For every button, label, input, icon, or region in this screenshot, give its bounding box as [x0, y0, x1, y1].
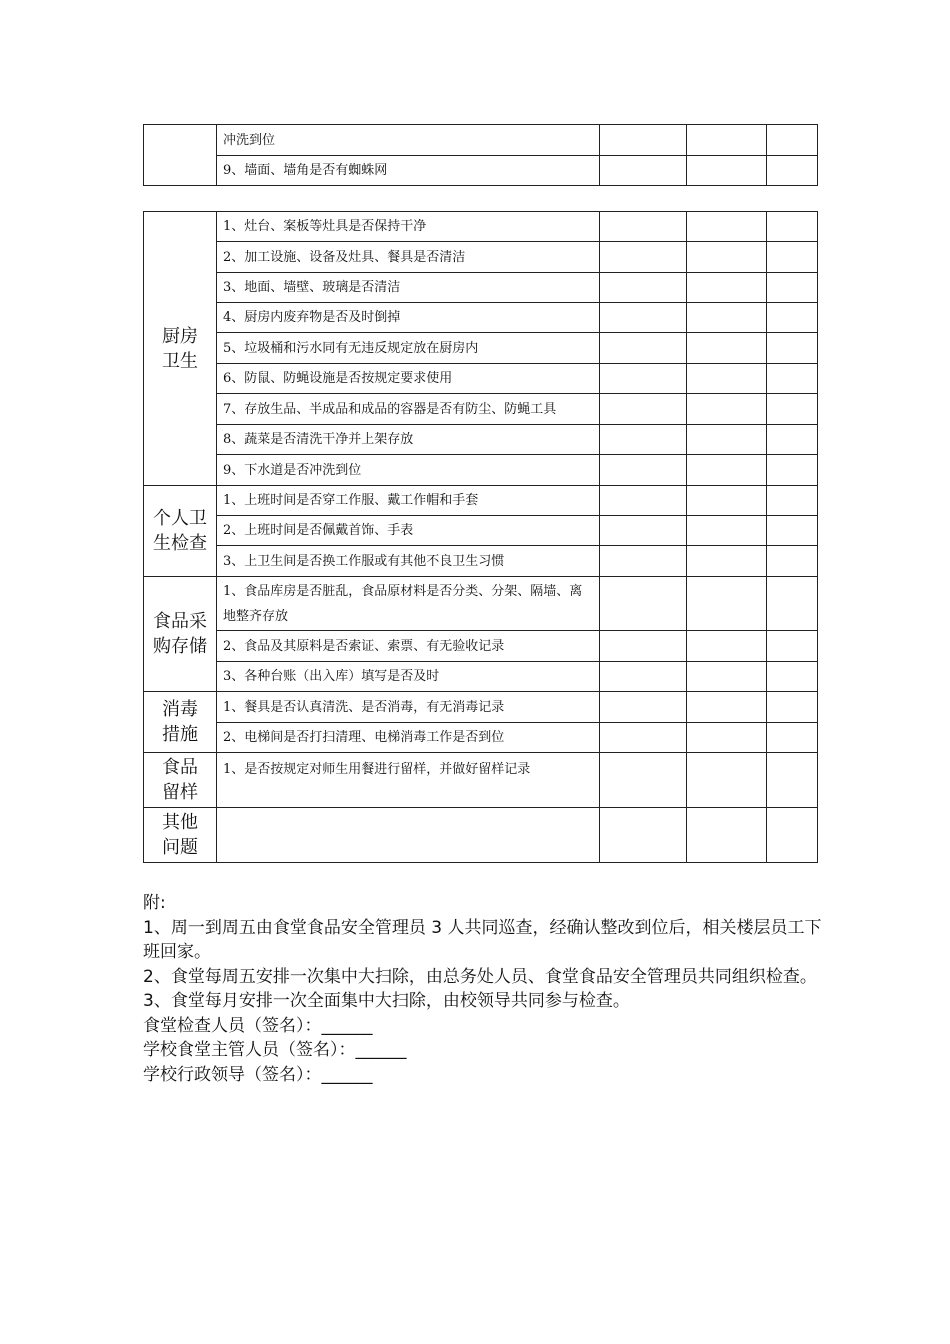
result-cell[interactable] [767, 631, 818, 662]
item-cell: 2、食品及其原料是否索证、索票、有无验收记录 [217, 631, 600, 662]
result-cell[interactable] [767, 156, 818, 186]
result-cell[interactable] [600, 577, 687, 631]
result-cell[interactable] [600, 333, 687, 364]
item-cell: 1、灶台、案板等灶具是否保持干净 [217, 212, 600, 242]
note-line: 1、周一到周五由食堂食品安全管理员 3 人共同巡查，经确认整改到位后，相关楼层员工下班回家。 [143, 917, 822, 962]
category-food-sample [144, 753, 217, 808]
result-cell[interactable] [600, 631, 687, 662]
result-cell[interactable] [767, 303, 818, 333]
item-cell: 4、厨房内废弃物是否及时倒掉 [217, 303, 600, 333]
result-cell[interactable] [600, 156, 687, 186]
notes-heading: 附: [143, 893, 166, 913]
result-cell[interactable] [687, 486, 767, 516]
inspection-table [143, 211, 818, 863]
result-cell[interactable] [600, 212, 687, 242]
result-cell[interactable] [687, 546, 767, 577]
category-label: 厨房 卫生 [162, 325, 198, 372]
result-cell[interactable] [600, 455, 687, 486]
result-cell[interactable] [767, 212, 818, 242]
result-cell[interactable] [767, 546, 818, 577]
category-food-storage [144, 577, 217, 692]
result-cell[interactable] [687, 808, 767, 863]
result-cell[interactable] [767, 425, 818, 455]
result-cell[interactable] [600, 808, 687, 863]
result-cell[interactable] [687, 753, 767, 808]
item-cell: 9、墙面、墙角是否有蜘蛛网 [217, 156, 600, 186]
category-kitchen-hygiene [144, 212, 217, 486]
result-cell[interactable] [687, 425, 767, 455]
result-cell[interactable] [767, 692, 818, 723]
result-cell[interactable] [600, 662, 687, 692]
result-cell[interactable] [600, 753, 687, 808]
result-cell[interactable] [687, 577, 767, 631]
category-label: 食品采 购存储 [153, 611, 207, 657]
result-cell[interactable] [687, 156, 767, 186]
result-cell[interactable] [687, 212, 767, 242]
item-cell: 2、上班时间是否佩戴首饰、手表 [217, 516, 600, 546]
item-cell-empty[interactable] [217, 808, 600, 863]
result-cell[interactable] [687, 125, 767, 156]
result-cell[interactable] [600, 692, 687, 723]
result-cell[interactable] [600, 242, 687, 273]
result-cell[interactable] [600, 364, 687, 394]
signature-line-admin: 学校行政领导（签名）：______ [143, 1064, 373, 1085]
item-cell: 8、蔬菜是否清洗干净并上架存放 [217, 425, 600, 455]
item-cell: 5、垃圾桶和污水同有无违反规定放在厨房内 [217, 333, 600, 364]
category-cell-empty [144, 125, 217, 186]
result-cell[interactable] [687, 333, 767, 364]
result-cell[interactable] [767, 455, 818, 486]
note-line: 2、食堂每周五安排一次集中大扫除，由总务处人员、食堂食品安全管理员共同组织检查。 [143, 966, 817, 987]
result-cell[interactable] [687, 394, 767, 425]
result-cell[interactable] [767, 364, 818, 394]
result-cell[interactable] [767, 516, 818, 546]
result-cell[interactable] [767, 808, 818, 863]
item-cell: 1、上班时间是否穿工作服、戴工作帽和手套 [217, 486, 600, 516]
category-label: 食品 留样 [162, 757, 198, 803]
category-other [144, 808, 217, 863]
category-label: 其他 问题 [162, 812, 198, 858]
result-cell[interactable] [767, 125, 818, 156]
item-cell: 6、防鼠、防蝇设施是否按规定要求使用 [217, 364, 600, 394]
result-cell[interactable] [687, 723, 767, 753]
result-cell[interactable] [767, 486, 818, 516]
result-cell[interactable] [687, 692, 767, 723]
item-cell: 1、食品库房是否脏乱，食品原材料是否分类、分架、隔墙、离地整齐存放 [217, 577, 600, 631]
item-cell: 3、上卫生间是否换工作服或有其他不良卫生习惯 [217, 546, 600, 577]
result-cell[interactable] [767, 753, 818, 808]
result-cell[interactable] [687, 516, 767, 546]
signature-line-inspector: 食堂检查人员（签名）：______ [143, 1015, 373, 1036]
item-cell: 2、电梯间是否打扫清理、电梯消毒工作是否到位 [217, 723, 600, 753]
result-cell[interactable] [767, 242, 818, 273]
category-disinfection [144, 692, 217, 753]
item-cell: 2、加工设施、设备及灶具、餐具是否清洁 [217, 242, 600, 273]
result-cell[interactable] [600, 425, 687, 455]
item-cell: 冲洗到位 [217, 125, 600, 156]
item-cell: 3、各种台账（出入库）填写是否及时 [217, 662, 600, 692]
result-cell[interactable] [767, 273, 818, 303]
inspection-table-continued [143, 124, 818, 186]
result-cell[interactable] [600, 394, 687, 425]
result-cell[interactable] [687, 242, 767, 273]
notes-section [143, 891, 823, 1087]
result-cell[interactable] [600, 546, 687, 577]
result-cell[interactable] [687, 662, 767, 692]
category-label: 个人卫 生检查 [153, 508, 207, 554]
signature-line-supervisor: 学校食堂主管人员（签名）：______ [143, 1040, 407, 1060]
category-label: 消毒 措施 [162, 699, 198, 745]
result-cell[interactable] [600, 125, 687, 156]
result-cell[interactable] [767, 394, 818, 425]
result-cell[interactable] [687, 303, 767, 333]
result-cell[interactable] [687, 364, 767, 394]
result-cell[interactable] [767, 723, 818, 753]
item-cell: 7、存放生品、半成品和成品的容器是否有防尘、防蝇工具 [217, 394, 600, 425]
result-cell[interactable] [600, 486, 687, 516]
result-cell[interactable] [687, 455, 767, 486]
result-cell[interactable] [687, 631, 767, 662]
result-cell[interactable] [767, 662, 818, 692]
category-personal-hygiene [144, 486, 217, 577]
result-cell[interactable] [767, 333, 818, 364]
item-cell: 3、地面、墙壁、玻璃是否清洁 [217, 273, 600, 303]
item-cell: 1、餐具是否认真清洗、是否消毒，有无消毒记录 [217, 692, 600, 723]
note-line: 3、食堂每月安排一次全面集中大扫除，由校领导共同参与检查。 [143, 991, 630, 1011]
result-cell[interactable] [600, 516, 687, 546]
result-cell[interactable] [687, 273, 767, 303]
result-cell[interactable] [767, 577, 818, 631]
item-cell: 9、下水道是否冲洗到位 [217, 455, 600, 486]
result-cell[interactable] [600, 723, 687, 753]
item-cell: 1、是否按规定对师生用餐进行留样，并做好留样记录 [217, 753, 600, 808]
result-cell[interactable] [600, 303, 687, 333]
result-cell[interactable] [600, 273, 687, 303]
